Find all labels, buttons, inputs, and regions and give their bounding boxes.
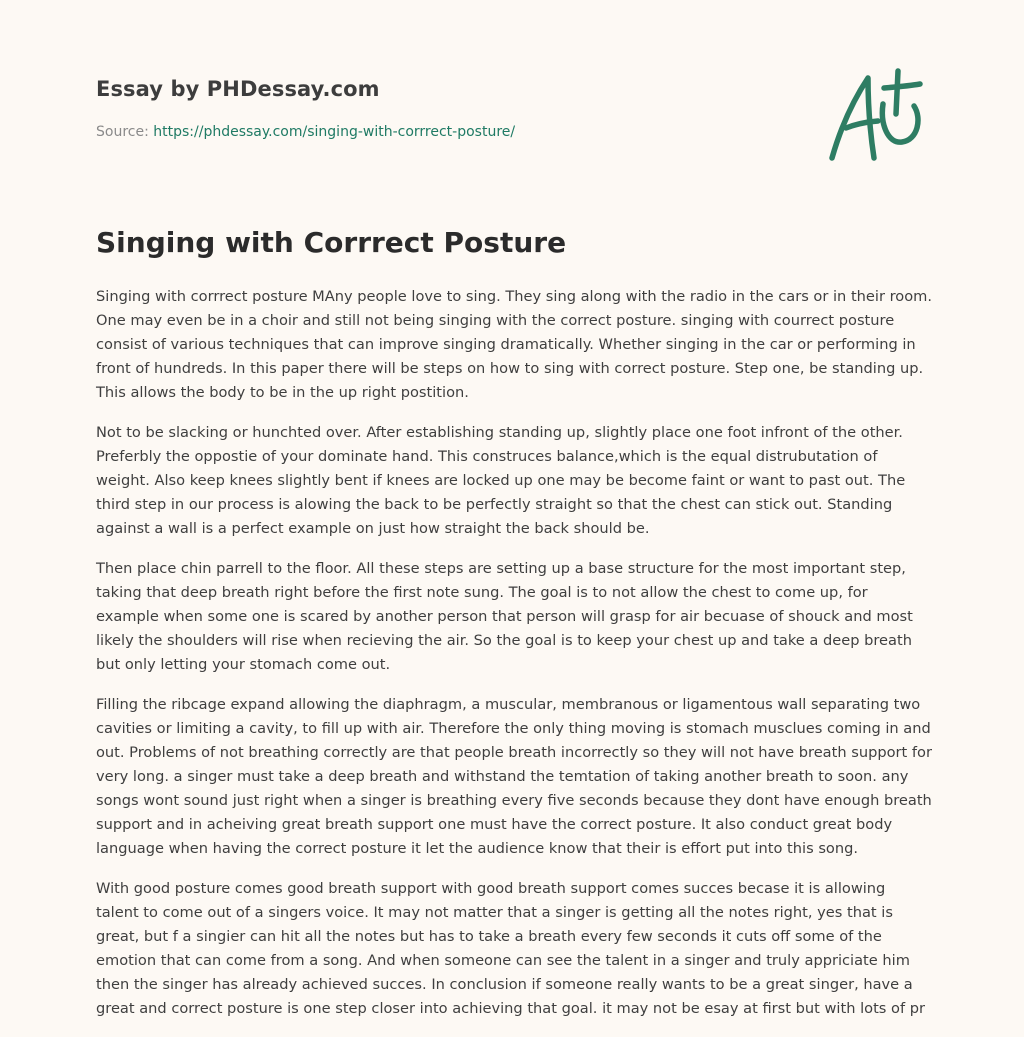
source-link[interactable]: https://phdessay.com/singing-with-corrrect-posture/ — [153, 124, 516, 140]
page-header — [96, 0, 932, 190]
essay-paragraph: Singing with corrrect posture MAny people love to sing. They sing along with the radio in the cars or in their room. One may even be in a choir and still not being singing with the correct posture. singing with courrect posture consist of various techniques that can improve singing dramatically. Whether singing in the car or performing in front of hundreds. In this paper there will be steps on how to sing with correct posture. Step one, be standing up. This allows the body to be in the up right postition. — [96, 288, 932, 401]
essay-page — [96, 0, 932, 1017]
essay-title: Singing with Corrrect Posture — [96, 226, 567, 259]
site-brand: Essay by PHDessay.com — [96, 77, 380, 101]
source-line — [96, 124, 515, 140]
essay-paragraph: With good posture comes good breath support with good breath support comes succes becase it is allowing talent to come out of a singers voice. It may not matter that a singer is getting all the notes right, yes that is great, but f a singier can hit all the notes but has to take a breath every few seconds it cuts off some of the emotion that can come from a song. And when someone can see the talent in a singer and truly appriciate him then the singer has already achieved succes. In conclusion if someone really wants to be a great singer, have a great and correct posture is one step closer into achieving that goal. it may not be esay at first but with lots of pr — [96, 880, 925, 1017]
essay-paragraph: Filling the ribcage expand allowing the diaphragm, a muscular, membranous or ligamentous wall separating two cavities or limiting a cavity, to fill up with air. Therefore the only thing moving is stomach musclues coming in and out. Problems of not breathing correctly are that people breath incorrectly so they will not have breath support for very long. a singer must take a deep breath and withstand the temtation of taking another breath to soon. any songs wont sound just right when a singer is breathing every five seconds because they dont have enough breath support and in acheiving great breath support one must have the correct posture. It also conduct great body language when having the correct posture it let the audience know that their is effort put into this song. — [96, 696, 932, 857]
essay-paragraph: Not to be slacking or hunchted over. After establishing standing up, slightly place one foot infront of the other. Preferbly the oppostie of your dominate hand. This construces balance,which is the equal distrubutation of weight. Also keep knees slightly bent if knees are locked up one may be become faint or want to past out. The third step in our process is alowing the back to be perfectly straight so that the chest can stick out. Standing against a wall is a perfect example on just how straight the back should be. — [96, 424, 906, 537]
source-label: Source: — [96, 124, 149, 140]
essay-paragraph: Then place chin parrell to the floor. All these steps are setting up a base structure for the most important step, taking that deep breath right before the first note sung. The goal is to not allow the chest to come up, for example when some one is scared by another person that person will grasp for air becuase of shouck and most likely the shoulders will rise when recieving the air. So the goal is to keep your chest up and take a deep breath but only letting your stomach come out. — [96, 560, 913, 673]
a-plus-logo-icon — [828, 66, 928, 166]
essay-body — [96, 285, 932, 1037]
